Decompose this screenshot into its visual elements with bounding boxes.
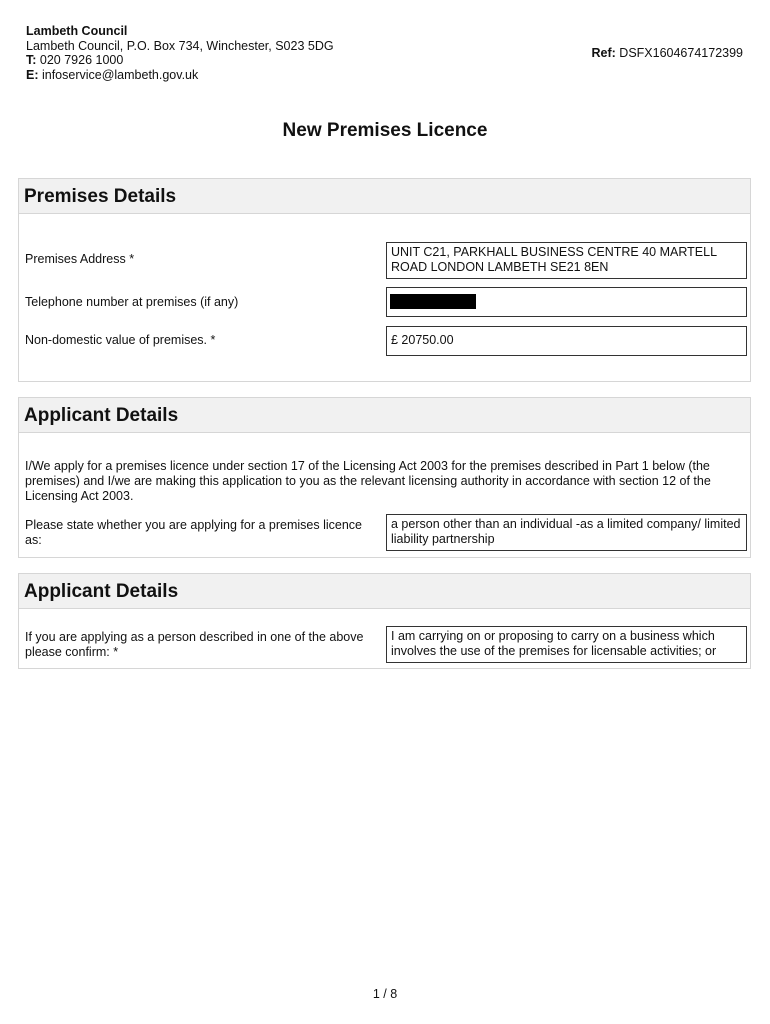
ref-label: Ref: (591, 46, 616, 60)
applicant-section-2 (18, 573, 751, 669)
email-label: E: (26, 67, 39, 82)
ref-value: DSFX1604674172399 (615, 46, 743, 60)
premises-phone-field[interactable] (386, 287, 747, 317)
applicant-confirm-field[interactable]: I am carrying on or proposing to carry on a business which involves the use of the premises for licensable activities; or (386, 626, 747, 663)
applicant-heading-1: Applicant Details (19, 398, 750, 433)
premises-value-label: Non-domestic value of premises. * (25, 333, 216, 347)
applicant-type-field[interactable]: a person other than an individual -as a limited company/ limited liability partnership (386, 514, 747, 551)
org-address: Lambeth Council, P.O. Box 734, Winchester, S023 5DG (26, 38, 334, 53)
applicant-confirm-label: If you are applying as a person described in one of the above please confirm: * (25, 630, 364, 659)
org-name: Lambeth Council (26, 24, 128, 38)
org-email: infoservice@lambeth.gov.uk (38, 67, 199, 82)
applicant-intro: I/We apply for a premises licence under section 17 of the Licensing Act 2003 for the premises described in Part 1 below (the premises) and I/we are making this application to you as the relevant licensing authority in accordance with section 12 of the Licensing Act 2003. (25, 459, 711, 503)
applicant-section-1 (18, 397, 751, 558)
premises-section (18, 178, 751, 382)
page-title: New Premises Licence (282, 120, 488, 141)
phone-label: T: (26, 53, 37, 67)
org-phone: 020 7926 1000 (36, 53, 124, 67)
council-header (26, 24, 334, 82)
reference (592, 46, 744, 60)
redacted-block (390, 294, 476, 309)
applicant-heading-2: Applicant Details (19, 574, 750, 609)
premises-address-field[interactable]: UNIT C21, PARKHALL BUSINESS CENTRE 40 MARTELL ROAD LONDON LAMBETH SE21 8EN (386, 242, 747, 279)
premises-heading: Premises Details (19, 179, 750, 214)
page-number: 1 / 8 (372, 987, 398, 1001)
premises-address-label: Premises Address * (25, 252, 135, 266)
premises-phone-label: Telephone number at premises (if any) (25, 295, 239, 309)
applicant-type-label: Please state whether you are applying for a premises licence as: (25, 518, 362, 547)
premises-value-field[interactable]: £ 20750.00 (386, 326, 747, 356)
